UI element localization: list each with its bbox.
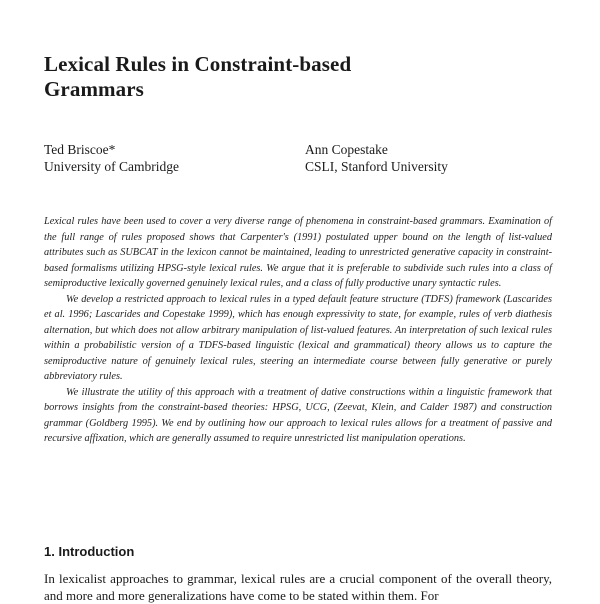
abstract bbox=[44, 214, 552, 447]
title-line-1: Lexical Rules in Constraint-based bbox=[44, 52, 352, 76]
abstract-paragraph-2: We develop a restricted approach to lexical rules in a typed default feature structure (TDFS) framework (Lascarides et al. 1996; Lascarides and Copestake 1999), which has enough expressivity to state, for example, rules of verb diathesis alternation, but which does not allow arbitrary manipulation of list-valued features. An interpretation of such lexical rules within a probabilistic version of a TDFS-based linguistic (lexical and grammatical) theory allows us to capture the semiproductive nature of genuinely lexical rules, steering an intermediate course between fully generative or purely abbreviatory rules. bbox=[44, 293, 552, 382]
author-block-1 bbox=[44, 141, 179, 175]
section-heading: 1. Introduction bbox=[44, 544, 135, 559]
abstract-paragraph-3: We illustrate the utility of this approach with a treatment of dative constructions within a linguistic framework that borrows insights from the constraint-based theories: HPSG, UCG, (Zeevat, Klein, and Calder 1987) and construction grammar (Goldberg 1995). We end by outlining how our approach to lexical rules allows for a treatment of passive and recursive affixation, which are generally assumed to require unrestricted list manipulation operations. bbox=[44, 386, 552, 444]
author-block-2 bbox=[305, 141, 448, 175]
author-affiliation: CSLI, Stanford University bbox=[305, 159, 448, 174]
section-body-text: In lexicalist approaches to grammar, lexical rules are a crucial component of the overall theory, and more and more generalizations have come to be stated within them. For bbox=[44, 571, 552, 603]
title-line-2: Grammars bbox=[44, 77, 144, 101]
paper-title bbox=[44, 52, 464, 102]
abstract-paragraph-1: Lexical rules have been used to cover a very diverse range of phenomena in constraint-based grammars. Examination of the full range of rules proposed shows that Carpenter's (1991) postulated upper bound on the length of list-valued attributes such as SUBCAT in the lexicon cannot be maintained, leading to unrestricted generative capacity in constraint-based formalisms utilizing HPSG-style lexical rules. We argue that it is preferable to subdivide such rules into a class of semiproductive lexically governed genuinely lexical rules, and a class of fully productive unary syntactic rules. bbox=[44, 216, 552, 289]
author-affiliation: University of Cambridge bbox=[44, 159, 179, 174]
author-name: Ted Briscoe* bbox=[44, 142, 116, 157]
author-name: Ann Copestake bbox=[305, 142, 388, 157]
